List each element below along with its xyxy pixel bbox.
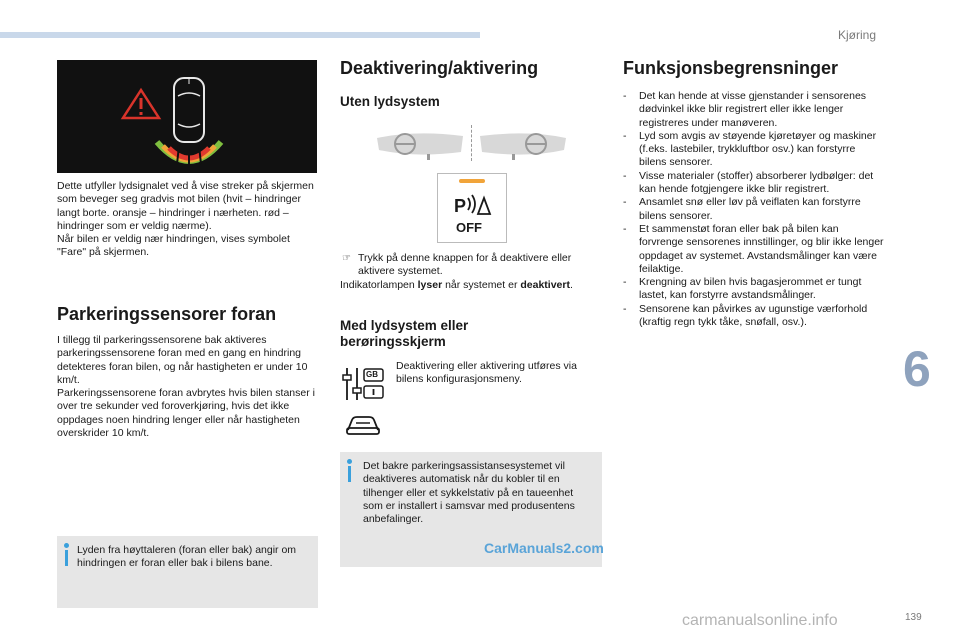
section-label: Kjøring <box>838 28 877 42</box>
info-icon <box>347 459 352 464</box>
indicator-lamp <box>459 179 485 183</box>
divider <box>471 125 472 161</box>
indicator-lamp-text: Indikatorlampen lyser når systemet er deaktivert. <box>340 278 573 291</box>
press-button-text: Trykk på denne knappen for å deaktivere eller aktivere systemet. <box>358 252 572 278</box>
front-sensors-body: I tillegg til parkeringssensorene bak aktiveres parkeringssensorene foran med en gang en hindring detekteres foran bilen, og når hastigheten er under 10 km/t. Parkeringssensorene foran avbrytes hvis bilen stanser i over tre sekunder ved foroverkjøring, hvis det ikke oppdages noen hindring lenger eller når hastigheten overskrider 10 km/t. <box>57 334 315 440</box>
list-item: - Sensorene kan påvirkes av ugunstige værforhold (kraftig regn tykk tåke, snøfall, osv.). <box>623 303 885 330</box>
list-item: - Det kan hende at visse gjenstander i sensorenes dødvinkel ikke blir registrert eller ikke lenger registreres under manøveren. <box>623 90 885 130</box>
no-audio-subtitle: Uten lydsystem <box>340 94 440 109</box>
list-item: - Lyd som avgis av støyende kjøretøyer og maskiner (f.eks. lastebiler, trykkluftbor osv.) kan forstyrre bilens sensorer. <box>623 130 885 170</box>
list-item: - Krengning av bilen hvis bagasjerommet er tungt lastet, kan forstyrre avstandsmålinger. <box>623 276 885 303</box>
car-settings-icon <box>345 414 381 438</box>
parking-sensor-display-image <box>57 60 317 173</box>
deactivation-title: Deaktivering/aktivering <box>340 58 539 78</box>
config-menu-icon <box>341 366 385 402</box>
svg-text:P: P <box>454 196 467 216</box>
intro-text: Dette utfyller lydsignalet ved å vise streker på skjermen som beveger seg gradvis mot bilen (hvit – hindringer langt borte. oransje – hindringer i nærheten. rød – hindringer som er veldig nærme). Når bilen er veldig nær hindringen, vises symbolet "Fare" på skjermen. <box>57 180 314 259</box>
limitations-title: Funksjonsbegrensninger <box>623 58 839 78</box>
audio-system-subtitle: Med lydsystem eller berøringsskjerm <box>340 318 469 349</box>
park-sensor-off-button[interactable] <box>437 173 507 243</box>
car-sensor-illustration <box>57 60 317 173</box>
steering-wheel-right-image <box>478 128 568 160</box>
list-item: - Et sammenstøt foran eller bak på bilen kan forvrenge sensorenes innstillinger, og blir ikke lenger oppdaget av systemet. Avstandsmålinger kan være feilaktige. <box>623 223 885 276</box>
front-sensors-title: Parkeringssensorer foran <box>57 304 277 324</box>
park-sensor-icon <box>452 192 494 218</box>
config-menu-text: Deaktivering eller aktivering utføres via bilens konfigurasjonsmeny. <box>396 360 577 386</box>
list-item: - Ansamlet snø eller løv på veiflaten kan forstyrre bilens sensorer. <box>623 196 885 223</box>
steering-wheel-left-image <box>375 128 465 160</box>
chapter-number: 6 <box>903 341 931 397</box>
info-icon <box>64 543 69 548</box>
car-outline-icon <box>174 78 204 142</box>
info-text-speaker: Lyden fra høyttaleren (foran eller bak) angir om hindringen er foran eller bak i bilens bane. <box>77 544 297 570</box>
page-number: 139 <box>905 612 922 623</box>
header-bar <box>0 32 480 38</box>
info-text-trailer: Det bakre parkeringsassistansesystemet vil deaktiveres automatisk når du kobler til en tilhenger eller et sykkelstativ på en taueenhet som er installert i samsvar med produsentens anbefalinger. <box>363 460 575 526</box>
gb-label: GB <box>366 370 378 379</box>
info-box-speaker <box>57 536 318 608</box>
limitations-list <box>623 90 885 329</box>
list-item: - Visse materialer (stoffer) absorberer lydbølger: det kan hende fotgjengere ikke blir registrert. <box>623 170 885 197</box>
watermark-carmanuals2: CarManuals2.com <box>484 540 604 556</box>
watermark-carmanualsonline: carmanualsonline.info <box>682 612 838 629</box>
off-label: OFF <box>456 220 482 235</box>
press-icon: ☞ <box>342 253 351 264</box>
